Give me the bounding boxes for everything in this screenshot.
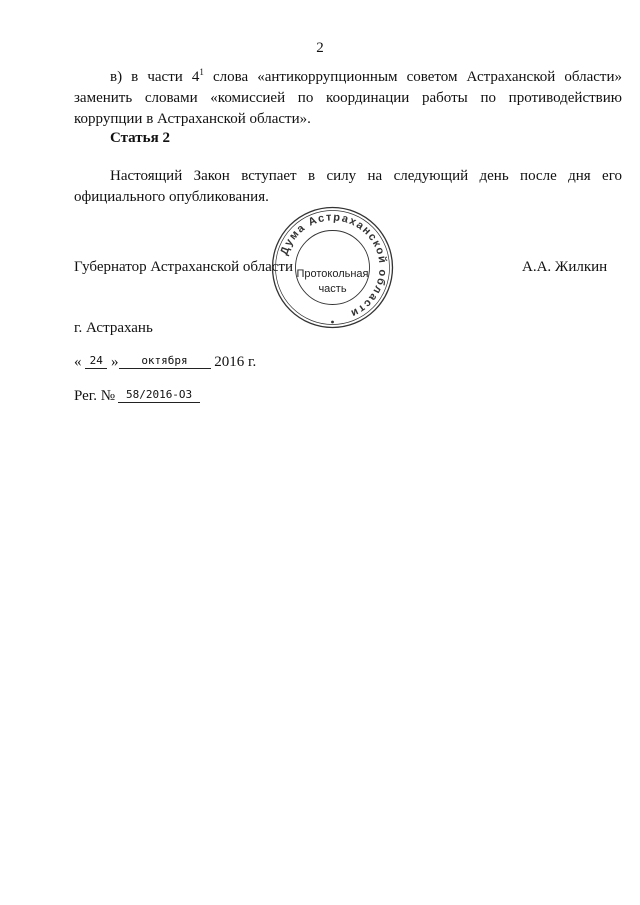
date-month: октября bbox=[119, 354, 211, 369]
date-year: 2016 г. bbox=[214, 354, 257, 370]
seal-stamp bbox=[270, 205, 395, 330]
article-title: Статья 2 bbox=[110, 130, 170, 146]
registration-number: 58/2016-ОЗ bbox=[118, 388, 200, 403]
paragraph-v bbox=[74, 62, 622, 130]
paragraph-v-text-end: слова «антикоррупционным советом Астраханской области» заменить словами «комиссией по координации работы по противодействию коррупции в Астраханской области». bbox=[74, 69, 622, 127]
seal-center-line2: часть bbox=[318, 283, 347, 295]
registration-label: Рег. № bbox=[74, 388, 116, 404]
paragraph-v-superscript: 1 bbox=[199, 67, 204, 77]
svg-text:Дума Астраханской области bbox=[278, 211, 388, 319]
governor-name: А.А. Жилкин bbox=[522, 259, 608, 275]
paragraph-v-text-start: в) в части 4 bbox=[110, 69, 200, 85]
date-day: 24 bbox=[85, 354, 107, 369]
date-open-quote: « bbox=[74, 354, 82, 370]
registration bbox=[74, 388, 200, 405]
page-number: 2 bbox=[316, 40, 324, 56]
governor-position: Губернатор Астраханской области bbox=[74, 259, 294, 275]
article-text bbox=[74, 166, 622, 208]
city: г. Астрахань bbox=[74, 320, 153, 336]
signing-date bbox=[74, 354, 256, 371]
date-close-quote: » bbox=[111, 354, 119, 370]
seal-center-line1: Протокольная bbox=[296, 268, 369, 280]
article-text-body: Настоящий Закон вступает в силу на следующий день после дня его официального опубликования. bbox=[74, 168, 622, 205]
seal-ring-text: Дума Астраханской области bbox=[278, 211, 389, 320]
